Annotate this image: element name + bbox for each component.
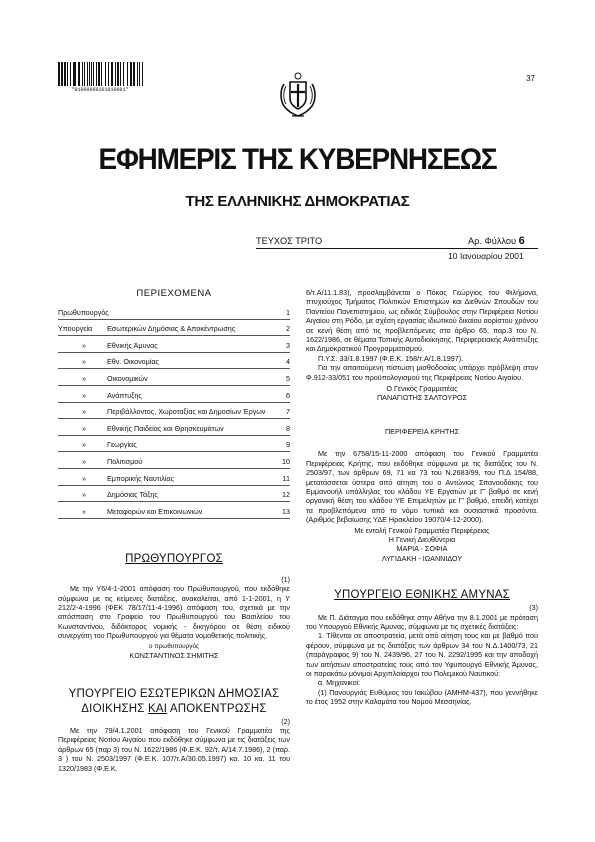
toc-category: Πρωθυπουργός <box>58 307 109 317</box>
interior-title-line2 <box>58 703 290 715</box>
toc-entry: Οικονομικών <box>107 373 148 383</box>
toc-page-number: 9 <box>286 440 290 450</box>
toc-page-number: 13 <box>282 506 290 516</box>
toc-list <box>58 303 290 519</box>
toc-row <box>58 403 290 417</box>
barcode-bar <box>61 62 63 86</box>
barcode-bar <box>105 62 106 86</box>
toc-entry: Περιβάλλοντος, Χωροταξίας και Δημοσίων Έργων <box>107 407 266 417</box>
barcode-bar <box>133 62 135 86</box>
interior-title: ΥΠΟΥΡΓΕΙΟ ΕΣΩΤΕΡΙΚΩΝ ΔΗΜΟΣΙΑΣ <box>68 687 280 700</box>
toc-page-number: 4 <box>286 357 290 367</box>
toc-entry: Μεταφορών και Επικοινωνιών <box>107 506 203 516</box>
toc-category: » <box>82 473 86 483</box>
interior-signer-name: ΠΑΝΑΓΙΩΤΗΣ ΣΑΛΤΟΥΡΟΣ <box>376 393 468 403</box>
barcode-bar <box>130 62 132 86</box>
sheet-label: Αρ. Φύλλου <box>468 236 516 246</box>
toc-row <box>58 419 290 433</box>
barcode-bar <box>78 62 80 86</box>
interior-title-part-c: ΑΠΟΚΕΝΤΡΩΣΗΣ <box>167 702 267 715</box>
toc-row <box>58 452 290 466</box>
pm-title: ΠΡΩΘΥΠΟΥΡΓΟΣ <box>125 552 223 565</box>
defense-item1: 1. Τίθενται σε αποστρατεία, μετά από αίτηση τους και με βαθμό που φέρουν, σύμφωνα με τις διατάξεις των άρθρων 34 του Ν.Δ.1400/73, 21 (παράγραφος 9) του Ν. 2439/96, 27 του Ν. 2292/1995 και την αποδοχή των αιτήσεων αποστρατείας τους από τον Υφυπουργό Εθνικής Άμυνας, οι παρακάτω μόνιμοι Αρχιπλοίαρχοι του Πολεμικού Ναυτικού: <box>306 631 538 678</box>
interior-refs: Π.Υ.Σ. 33/1.8.1997 (Φ.Ε.Κ. 158/τ.Α/1.8.1997). <box>318 353 464 363</box>
pm-signer-role: ο πρωθυπουργός <box>148 642 200 650</box>
toc-entry: Εθν. Οικονομίας <box>107 357 160 367</box>
toc-page-number: 2 <box>286 324 290 334</box>
interior-signer-role: Ο Γενικός Γραμματέας <box>386 384 458 394</box>
toc-row <box>58 502 290 516</box>
pm-number: (1) <box>281 574 290 584</box>
toc-row-rule <box>58 518 290 519</box>
barcode-bar <box>84 62 85 86</box>
barcode-bar <box>127 62 128 86</box>
barcode-bar <box>139 62 140 86</box>
toc-row <box>58 336 290 350</box>
pm-body: Με την Υ6/4-1-2001 απόφαση του Πρωθυπουργού, που εκδόθηκε σύμφωνα με τις κείμενες διατάξεις, ανακαλείται, από 1-1-2001, η Υ 212/2-4-1996 (ΦΕΚ 78/17/11-4-1996) απόφαση του, σχετικά με την απόσπαση στο Γραφείο του Πρωθυπουργού του Βασιλείου του Κωνσταντίνου, διδάκτορος νομικής - δικηγόρου σε θέση ειδικού συνεργάτη του Πρωθυπουργού για θέματα νομοθετικής πολιτικής. <box>58 584 290 641</box>
interior-section <box>58 688 290 773</box>
toc-category: » <box>82 340 86 350</box>
barcode-bar <box>115 62 116 86</box>
barcode-bar <box>111 62 113 86</box>
barcode-bar <box>117 62 119 86</box>
interior-title-part-a: ΔΙΟΙΚΗΣΗΣ <box>81 702 149 715</box>
toc-category: » <box>82 490 86 500</box>
right-column <box>306 288 538 707</box>
toc-page-number: 10 <box>282 456 290 466</box>
crete-body: Με την 6758/15-11-2000 απόφαση του Γενικού Γραμματέα Περιφέρειας Κρήτης, που εκδόθηκε σύμφωνα με τις διατάξεις του Ν. 2503/97, των άρθρων 69, 71 κα 73 του Ν.2683/99, του Π.Δ 154/88, μετατάσσεται ύστερα από αίτηση του ο Αντώνιος Σπανουδάκης του Εμμανουήλ υπάλληλος του κλάδου ΥΕ Εργατών με Γ' βαθμό σε κενή οργανική θέση του κλάδου ΥΕ Επιμελητών με Γ' βαθμό, επειδή κατέχει τα προβλεπόμενα από το νόμο τυπικά και ουσιαστικά προσόντα. (Αριθμός βεβαίωσης ΥΔΕ Ηρακλείου 19070/4-12-2000). <box>306 449 538 525</box>
pm-section <box>58 553 290 660</box>
interior-body: Με την 79/4.1.2001 απόφαση του Γενικού Γραμματέα της Περιφέρειας Νοτίου Αιγαίου που εκδόθηκε σύμφωνα με τις διατάξεις των άρθρων 65 (παρ 3) του Ν. 1622/1986 (Φ.Ε.Κ. 92/τ. Α/14.7.1986), 2 (παρ. 3 ) του Ν. 2503/1997 (Φ.Ε.Κ. 107/τ.Α/30.05.1997) κα. 10 κα. 11 του 1320/1983 (Φ.Ε.Κ. <box>58 725 290 773</box>
toc-page-number: 6 <box>286 390 290 400</box>
barcode-bar <box>87 62 88 86</box>
toc-entry: Δημόσιας Τάξης <box>107 490 158 500</box>
defense-number: (3) <box>529 603 538 613</box>
barcode-bar <box>98 62 99 86</box>
toc-entry: Εσωτερικών Δημόσιας & Αποκέντρωσης <box>107 324 236 334</box>
page-number: 37 <box>526 74 535 83</box>
barcode-bar <box>96 62 97 86</box>
toc-category: » <box>82 440 86 450</box>
barcode-bar <box>108 62 109 86</box>
toc-entry: Εμπορικής Ναυτιλίας <box>107 473 175 483</box>
barcode-bar <box>67 62 68 86</box>
crete-heading: ΠΕΡΙΦΕΡΕΙΑ ΚΡΗΤΗΣ <box>384 426 460 436</box>
barcode-bar <box>64 62 65 86</box>
defense-title: ΥΠΟΥΡΓΕΙΟ ΕΘΝΙΚΗΣ ΑΜΥΝΑΣ <box>334 589 510 602</box>
barcode-bar <box>142 62 143 86</box>
toc-row <box>58 386 290 400</box>
toc-category: » <box>82 423 86 433</box>
crete-signer-role1: Με εντολή Γενικού Γραμματέα Περιφέρειας <box>354 525 490 535</box>
toc-row <box>58 436 290 450</box>
barcode <box>58 62 142 94</box>
toc-page-number: 11 <box>282 473 290 483</box>
gazette-subtitle: ΤΗΣ ΕΛΛΗΝΙΚΗΣ ΔΗΜΟΚΡΑΤΙΑΣ <box>185 193 410 210</box>
toc-row <box>58 320 290 334</box>
toc-row <box>58 303 290 317</box>
sheet-label-box <box>468 235 525 247</box>
toc-category: » <box>82 357 86 367</box>
barcode-text: *01000060101010001* <box>71 87 129 93</box>
toc-row <box>58 486 290 500</box>
barcode-bar <box>91 62 92 86</box>
barcode-bar <box>74 62 76 86</box>
barcode-bar <box>123 62 124 86</box>
barcode-bar <box>70 62 71 86</box>
toc-page-number: 7 <box>286 407 290 417</box>
pm-signer-name: ΚΩΝΣΤΑΝΤΙΝΟΣ ΣΗΜΙΤΗΣ <box>129 650 219 660</box>
toc-category: » <box>82 506 86 516</box>
crete-signer-name2: ΛΥΓΙΔΑΚΗ - ΙΩΑΝΝΙΔΟΥ <box>381 553 463 563</box>
defense-intro: Με Π. Διάταγμα που εκδόθηκε στην Αθήνα την 8.1.2001 με πρόταση του Υπουργού Εθνικής Άμυνας, σύμφωνα με τις σχετικές διατάξεις: <box>306 612 538 631</box>
crete-signer-role2: Η Γενική Διευθύντρια <box>388 534 456 544</box>
defense-sub-a1: (1) Πανουργιάς Ευθύμιος του Ιακώβου (ΑΜΗΜ-437), που γεννήθηκε το έτος 1952 στην Καλαμάτα του Νομού Μεσσηνίας. <box>306 687 538 707</box>
interior-number: (2) <box>281 716 290 726</box>
defense-sub-a: α. Μηχανικοί: <box>318 678 361 688</box>
toc-entry: Εθνικής Άμυνας <box>107 340 158 350</box>
toc-title: ΠΕΡΙΕΧΟΜΕΝΑ <box>136 288 212 299</box>
issue-date: 10 Ιανουαρίου 2001 <box>448 251 524 261</box>
toc-entry: Ανάπτυξης <box>107 390 142 400</box>
issue-label: ΤΕΥΧΟΣ ΤΡΙΤΟ <box>256 236 323 246</box>
barcode-bar <box>58 62 60 86</box>
toc-row <box>58 469 290 483</box>
toc-row <box>58 353 290 367</box>
barcode-bar <box>101 62 103 86</box>
toc-entry: Γεωργίας <box>107 440 137 450</box>
interior-body-continued: 6/τ.Α/11.1.83), προσλαμβάνεται ο Πόκας Γεώργιος του Φιλήμονα, πτυχιούχος Τμήματος Πολιτικών Επιστημών και Διεθνών Σπουδών του Παντείου Πανεπιστημίου, ως ειδικός Σύμβουλος στην Περιφέρεια Νοτίου Αιγαίου στη Ρόδο, με σχέση εργασίας ιδιωτικού δικαίου αορίστου χρόνου σε κενή θέση από τις προβλεπόμενες στο άρθρο 65, παρ.3 του Ν. 1622/1986, σε θέματα Τοπικής Αυτοδιοίκησης, Περιφερειακής Ανάπτυξης και Δημοκρατικού Προγραμματισμού. <box>306 288 538 354</box>
toc-category: » <box>82 456 86 466</box>
sheet-number: 6 <box>518 235 525 247</box>
greek-coat-of-arms-icon <box>278 70 318 120</box>
toc-row <box>58 369 290 383</box>
toc-page-number: 5 <box>286 373 290 383</box>
toc-page-number: 3 <box>286 340 290 350</box>
toc-category: » <box>82 390 86 400</box>
crete-signer-name1: ΜΑΡΙΑ - ΣΟΦΙΑ <box>396 544 448 554</box>
left-column <box>58 288 290 773</box>
barcode-bar <box>120 62 121 86</box>
toc-page-number: 8 <box>286 423 290 433</box>
toc-page-number: 12 <box>282 490 290 500</box>
toc-entry: Πολιτισμού <box>107 456 143 466</box>
toc-entry: Εθνικής Παιδείας και Θρησκευμάτων <box>107 423 224 433</box>
barcode-bar <box>137 62 138 86</box>
toc-category: » <box>82 407 86 417</box>
toc-page-number: 1 <box>286 307 290 317</box>
barcode-bar <box>93 62 95 86</box>
toc-category: » <box>82 373 86 383</box>
barcode-bars <box>58 62 142 86</box>
gazette-title: ΕΦΗΜΕΡΙΣ ΤΗΣ ΚΥΒΕΡΝΗΣΕΩΣ <box>98 143 497 176</box>
header-rule <box>256 248 538 249</box>
interior-budget: Για την απαιτούμενη πίστωση μισθοδοσίας υπάρχει πρόβλεψη στον Φ.912-33/051 του προϋπολογισμού της Περιφέρειας Νοτίου Αιγαίου. <box>306 363 538 382</box>
interior-title-part-b: ΚΑΙ <box>148 702 168 715</box>
toc-category: Υπουργεία <box>58 324 93 334</box>
